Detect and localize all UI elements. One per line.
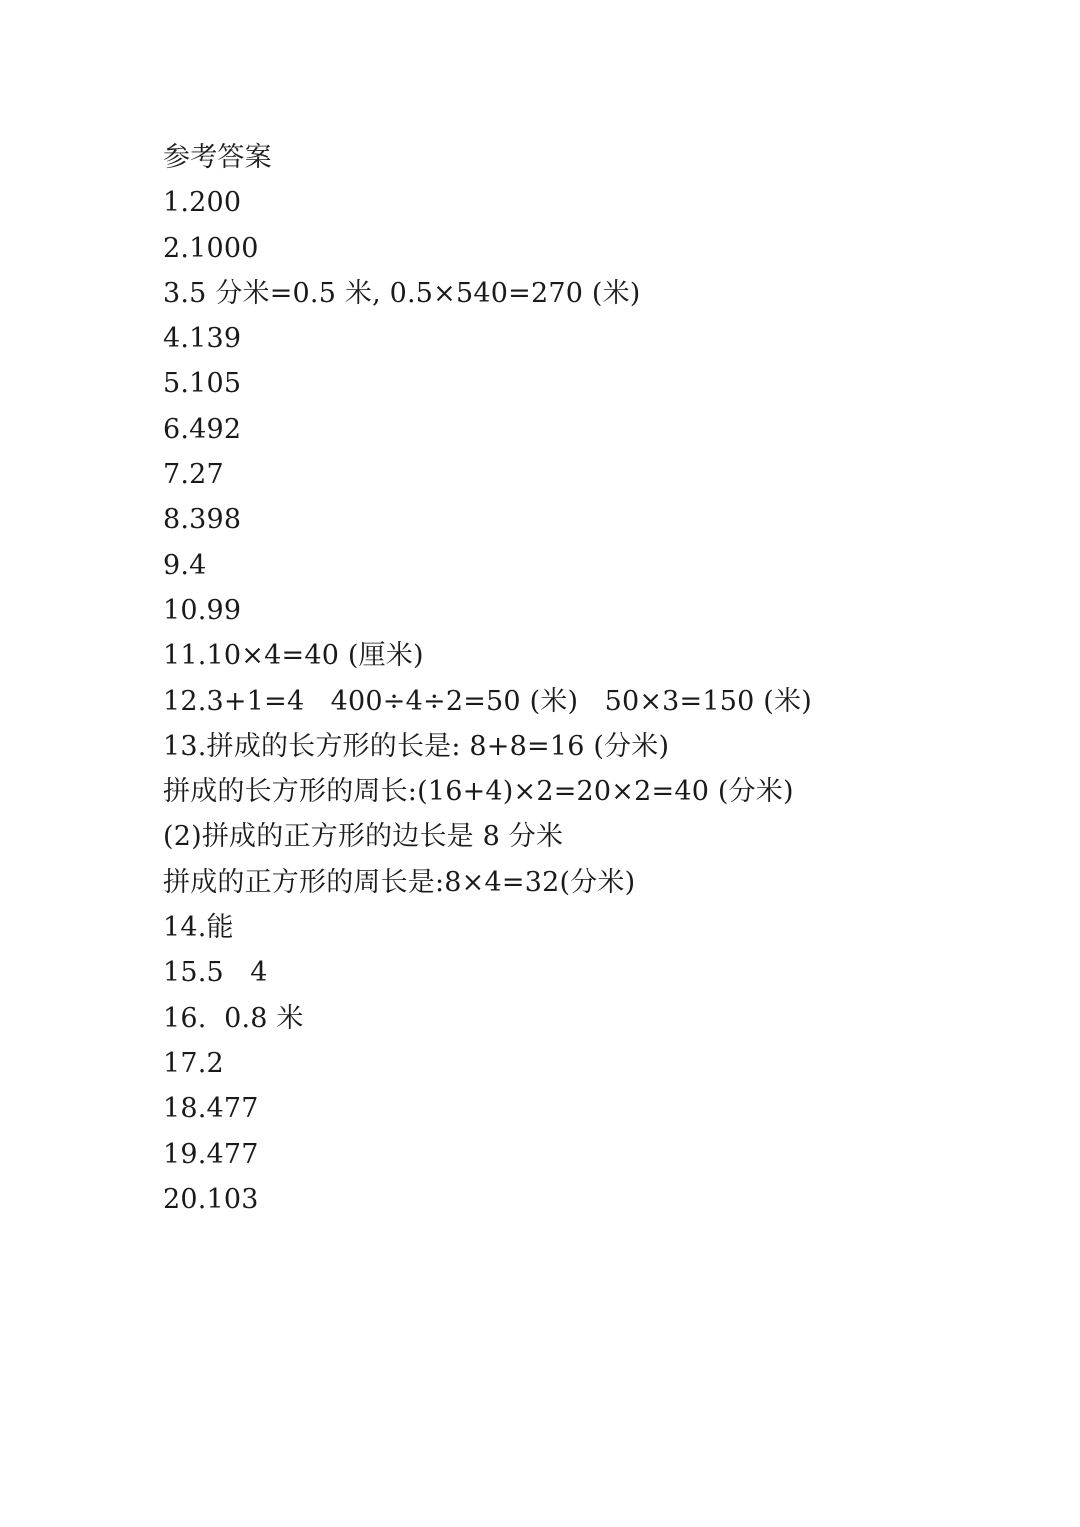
answer-line-2: 2.1000 [163, 232, 259, 264]
answer-line-13-square-perimeter: 拼成的正方形的周长是:8×4=32(分米) [163, 866, 636, 898]
answer-line-13-part-2: (2)拼成的正方形的边长是 8 分米 [163, 821, 564, 853]
answer-line-7: 7.27 [163, 459, 224, 491]
answer-line-8: 8.398 [163, 504, 242, 536]
answer-line-19: 19.477 [163, 1138, 259, 1170]
answer-line-14: 14.能 [163, 912, 234, 944]
answer-line-20: 20.103 [163, 1183, 259, 1215]
answer-line-4: 4.139 [163, 323, 242, 355]
answer-line-1: 1.200 [163, 187, 242, 219]
answer-line-17: 17.2 [163, 1047, 224, 1079]
answer-line-13: 13.拼成的长方形的长是: 8+8=16 (分米) [163, 730, 670, 762]
answer-line-15: 15.5 4 [163, 957, 268, 989]
answer-line-18: 18.477 [163, 1093, 259, 1125]
document-title: 参考答案 [163, 142, 272, 173]
answer-line-12: 12.3+1=4 400÷4÷2=50 (米) 50×3=150 (米) [163, 685, 812, 717]
answer-line-16: 16. 0.8 米 [163, 1002, 304, 1034]
answer-list [163, 135, 1043, 1222]
answer-line-10: 10.99 [163, 594, 242, 626]
answer-line-13-perimeter: 拼成的长方形的周长:(16+4)×2=20×2=40 (分米) [163, 776, 794, 808]
answer-line-11: 11.10×4=40 (厘米) [163, 640, 424, 672]
answer-line-6: 6.492 [163, 413, 242, 445]
answer-line-9: 9.4 [163, 549, 207, 581]
answer-line-3: 3.5 分米=0.5 米, 0.5×540=270 (米) [163, 277, 641, 309]
answer-line-5: 5.105 [163, 368, 242, 400]
